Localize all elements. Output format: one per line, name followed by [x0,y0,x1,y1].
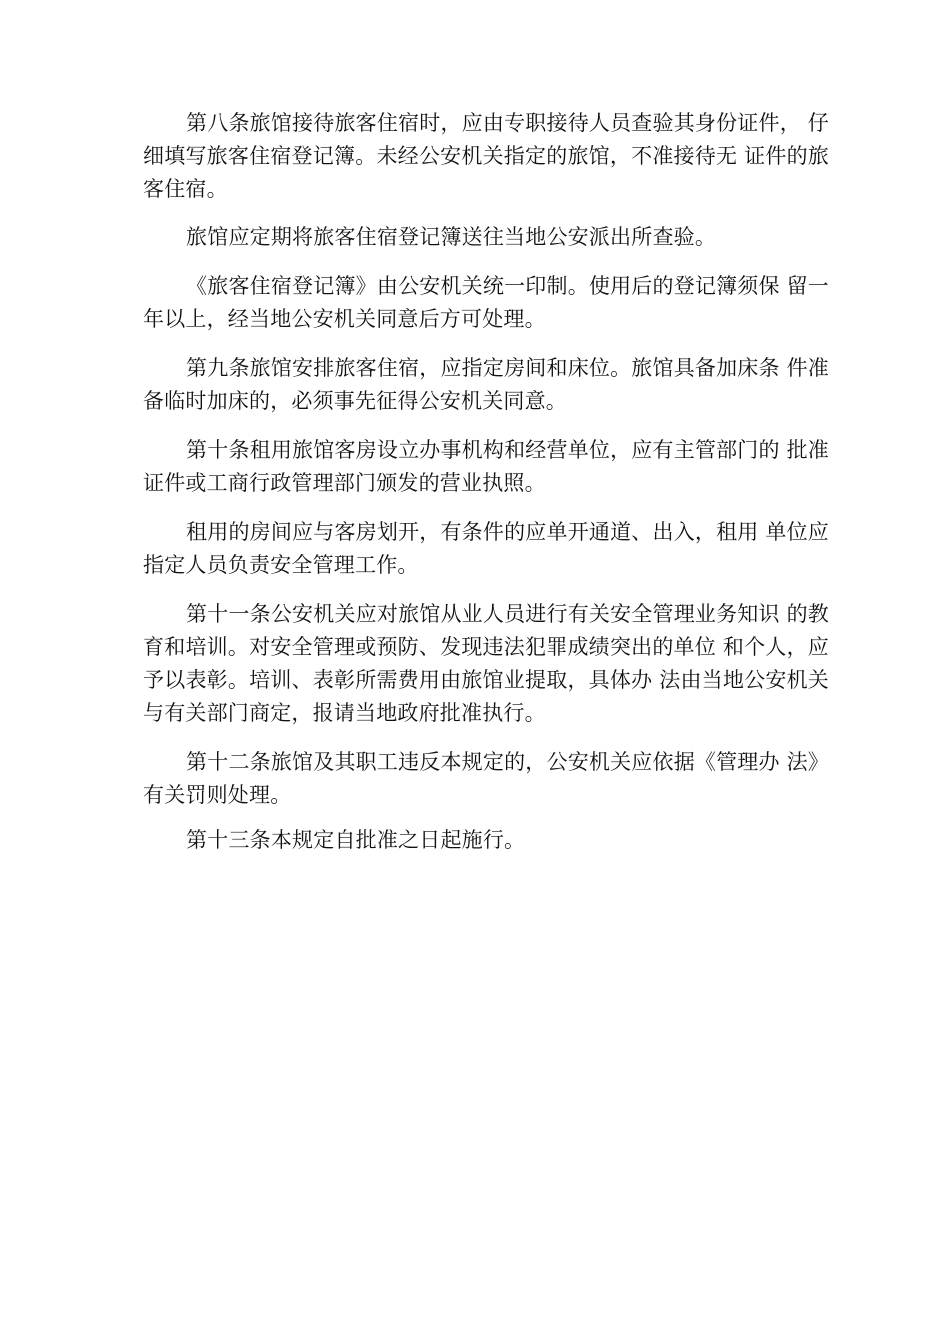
paragraph-register-printing: 《旅客住宿登记簿》由公安机关统一印制。使用后的登记簿须保 留一年以上，经当地公安机关同意后方可处理。 [143,274,829,331]
paragraph-article-11: 第十一条公安机关应对旅馆从业人员进行有关安全管理业务知识 的教育和培训。对安全管理或预防、发现违法犯罪成绩突出的单位 和个人，应予以表彰。培训、表彰所需费用由旅馆业提取，具体办 法由当地公安机关与有关部门商定，报请当地政府批准执行。 [143,602,829,725]
paragraph-register-inspection: 旅馆应定期将旅客住宿登记簿送往当地公安派出所查验。 [186,225,717,249]
paragraph-rented-rooms: 租用的房间应与客房划开，有条件的应单开通道、出入，租用 单位应指定人员负责安全管理工作。 [143,520,829,577]
paragraph-article-8: 第八条旅馆接待旅客住宿时，应由专职接待人员查验其身份证件， 仔细填写旅客住宿登记簿。未经公安机关指定的旅馆，不准接待无 证件的旅客住宿。 [143,111,829,201]
paragraph-article-9: 第九条旅馆安排旅客住宿，应指定房间和床位。旅馆具备加床条 件准备临时加床的，必须事先征得公安机关同意。 [143,356,829,413]
paragraph-article-12: 第十二条旅馆及其职工违反本规定的，公安机关应依据《管理办 法》有关罚则处理。 [143,750,829,807]
paragraph-article-13: 第十三条本规定自批准之日起施行。 [186,828,526,852]
paragraph-article-10: 第十条租用旅馆客房设立办事机构和经营单位，应有主管部门的 批准证件或工商行政管理部门颁发的营业执照。 [143,438,829,495]
document-body [143,107,829,874]
